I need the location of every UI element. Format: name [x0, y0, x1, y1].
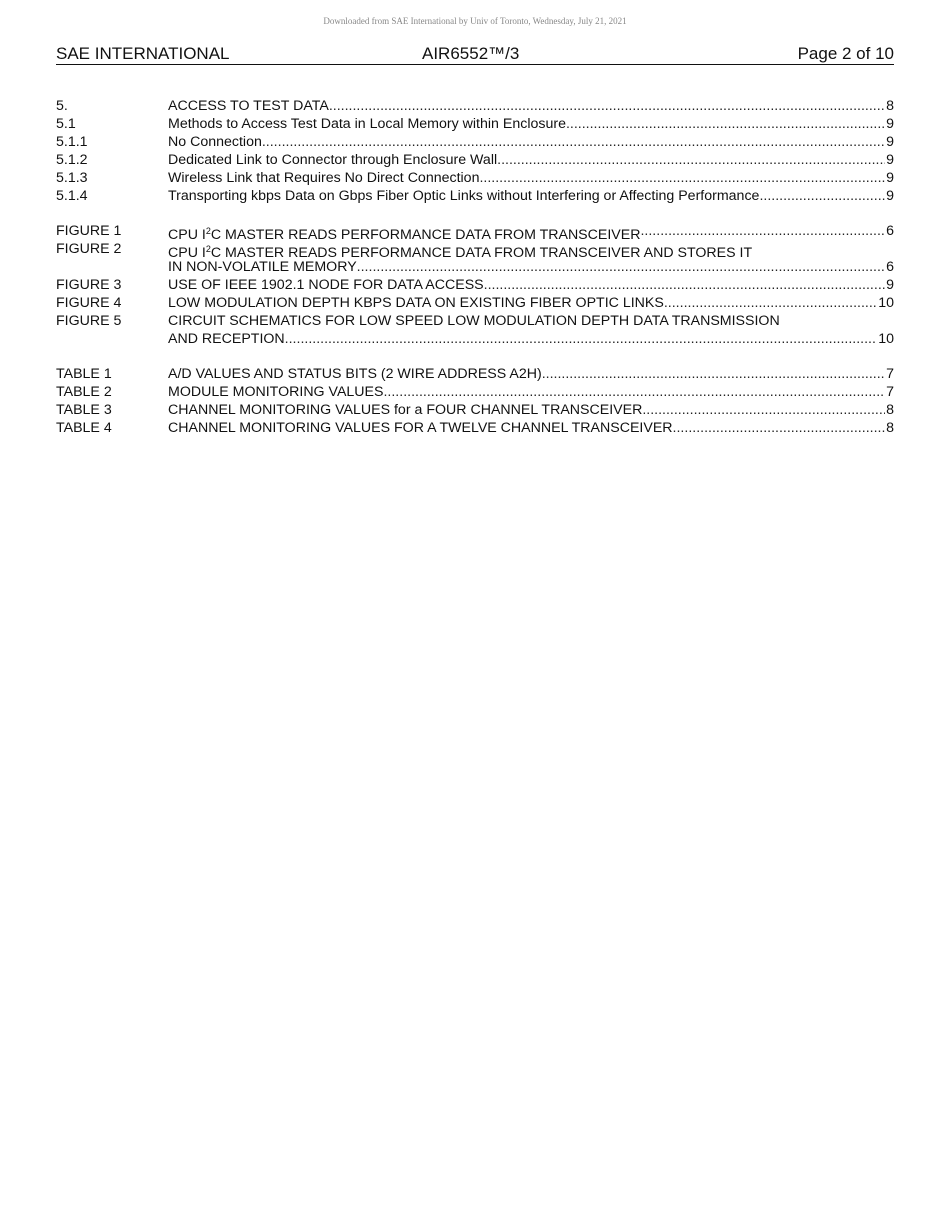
toc-figure-row[interactable] — [56, 294, 894, 312]
toc-title: Wireless Link that Requires No Direct Connection — [168, 170, 480, 186]
toc-figure-row[interactable] — [56, 240, 894, 261]
toc-page: 9 — [886, 188, 894, 204]
table-page: 8 — [886, 420, 894, 436]
figure-title-continued: AND RECEPTION — [168, 331, 285, 347]
toc-title: Methods to Access Test Data in Local Memory within Enclosure — [168, 116, 566, 132]
dot-leader — [357, 258, 885, 276]
toc-table-row[interactable] — [56, 365, 894, 383]
toc-number: 5.1.1 — [56, 134, 88, 150]
toc-number: 5.1.4 — [56, 188, 88, 204]
table-number: TABLE 1 — [56, 366, 112, 382]
table-page: 7 — [886, 366, 894, 382]
toc-title: Dedicated Link to Connector through Enclosure Wall — [168, 152, 498, 168]
toc-table-row[interactable] — [56, 401, 894, 419]
toc-page: 9 — [886, 170, 894, 186]
page-header — [56, 44, 894, 65]
dot-leader — [673, 419, 886, 437]
figure-title: CPU $I^2C$ MASTER READS PERFORMANCE DATA FROM TRANSCEIVER AND STORES IT — [168, 244, 753, 261]
dot-leader — [664, 294, 877, 312]
toc-row[interactable] — [56, 97, 894, 115]
toc-row[interactable] — [56, 187, 894, 205]
toc-number: 5.1.3 — [56, 170, 88, 186]
download-watermark: Downloaded from SAE International by Univ of Toronto, Wednesday, July 21, 2021 — [323, 16, 627, 26]
toc-figure-row-continued[interactable] — [56, 258, 894, 276]
figure-title-continued: IN NON-VOLATILE MEMORY — [168, 259, 357, 275]
figure-title: LOW MODULATION DEPTH KBPS DATA ON EXISTING FIBER OPTIC LINKS — [168, 295, 664, 311]
toc-figure-row[interactable] — [56, 312, 894, 330]
toc-tables — [56, 365, 894, 437]
toc-page: 9 — [886, 152, 894, 168]
dot-leader — [759, 187, 885, 205]
figure-number: FIGURE 2 — [56, 241, 122, 257]
header-page-number: Page 2 of 10 — [797, 44, 894, 63]
dot-leader — [285, 330, 878, 348]
table-title: CHANNEL MONITORING VALUES for a FOUR CHANNEL TRANSCEIVER — [168, 402, 643, 418]
figure-number: FIGURE 4 — [56, 295, 122, 311]
figure-page: 10 — [878, 295, 894, 311]
figure-page: 6 — [886, 259, 894, 275]
header-doc-number: AIR6552™/3 — [422, 44, 520, 63]
table-title: MODULE MONITORING VALUES — [168, 384, 384, 400]
dot-leader — [642, 401, 885, 419]
figure-page: 10 — [878, 331, 894, 347]
figure-title: CPU $I^2C$ MASTER READS PERFORMANCE DATA FROM TRANSCEIVER — [168, 226, 641, 243]
toc-table-row[interactable] — [56, 383, 894, 401]
toc-figure-row[interactable] — [56, 222, 894, 243]
dot-leader — [566, 115, 885, 133]
toc-figure-row-continued[interactable] — [56, 330, 894, 348]
toc-page: 8 — [886, 98, 894, 114]
toc-sections — [56, 97, 894, 205]
table-number: TABLE 2 — [56, 384, 112, 400]
table-page: 8 — [886, 402, 894, 418]
toc-figure-row[interactable] — [56, 276, 894, 294]
toc-row[interactable] — [56, 169, 894, 187]
toc-title: ACCESS TO TEST DATA — [168, 98, 329, 114]
figure-page: 9 — [886, 277, 894, 293]
dot-leader — [542, 365, 885, 383]
table-number: TABLE 4 — [56, 420, 112, 436]
toc-page: 9 — [886, 134, 894, 150]
toc-page: 9 — [886, 116, 894, 132]
dot-leader — [497, 151, 885, 169]
figure-title: CIRCUIT SCHEMATICS FOR LOW SPEED LOW MODULATION DEPTH DATA TRANSMISSION — [168, 313, 780, 329]
toc-row[interactable] — [56, 151, 894, 169]
toc-table-row[interactable] — [56, 419, 894, 437]
dot-leader — [383, 383, 885, 401]
header-publisher: SAE INTERNATIONAL — [56, 44, 230, 63]
figure-title: USE OF IEEE 1902.1 NODE FOR DATA ACCESS — [168, 277, 484, 293]
toc-row[interactable] — [56, 115, 894, 133]
dot-leader — [484, 276, 885, 294]
table-page: 7 — [886, 384, 894, 400]
dot-leader — [329, 97, 885, 115]
toc-title: No Connection — [168, 134, 262, 150]
table-number: TABLE 3 — [56, 402, 112, 418]
toc-number: 5.1.2 — [56, 152, 88, 168]
toc-figures — [56, 222, 894, 348]
toc-number: 5. — [56, 98, 68, 114]
toc-number: 5.1 — [56, 116, 76, 132]
toc-row[interactable] — [56, 133, 894, 151]
toc-title: Transporting kbps Data on Gbps Fiber Optic Links without Interfering or Affecting Performance — [168, 188, 760, 204]
figure-number: FIGURE 5 — [56, 313, 122, 329]
figure-number: FIGURE 3 — [56, 277, 122, 293]
table-title: CHANNEL MONITORING VALUES FOR A TWELVE CHANNEL TRANSCEIVER — [168, 420, 673, 436]
table-title: A/D VALUES AND STATUS BITS (2 WIRE ADDRESS A2H) — [168, 366, 542, 382]
dot-leader — [262, 133, 885, 151]
figure-page: 6 — [886, 223, 894, 239]
figure-number: FIGURE 1 — [56, 223, 122, 239]
dot-leader — [479, 169, 885, 187]
